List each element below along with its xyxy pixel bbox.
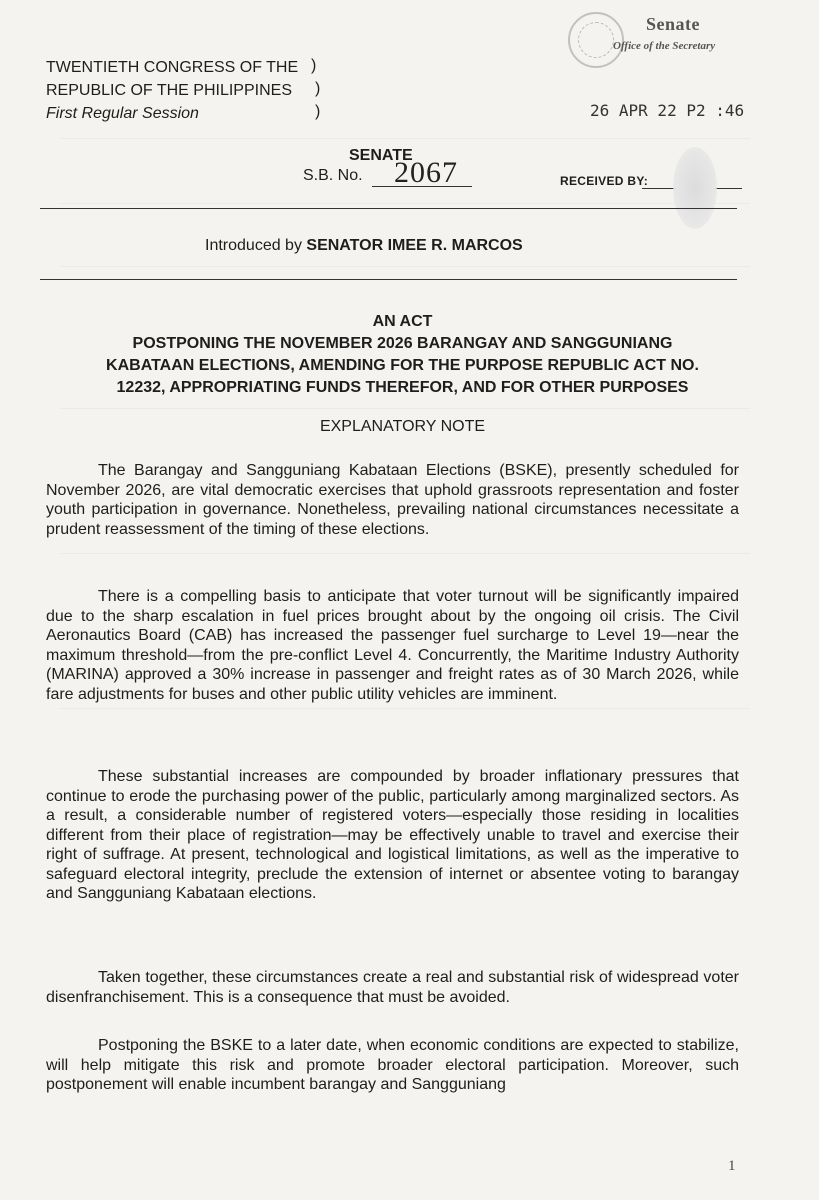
sb-label: S.B. No. xyxy=(303,167,363,184)
show-through-line xyxy=(60,130,750,139)
explanatory-note-heading: EXPLANATORY NOTE xyxy=(319,418,486,435)
redacted-signature xyxy=(673,147,717,229)
show-through-line xyxy=(60,545,750,554)
senator-name: SENATOR IMEE R. MARCOS xyxy=(306,237,523,254)
session-line: First Regular Session xyxy=(46,105,199,122)
paren: ) xyxy=(315,80,321,97)
show-through-line xyxy=(60,400,750,409)
sb-number: 2067 xyxy=(394,156,458,189)
paragraph: These substantial increases are compounded by broader inflationary pressures that continue to erode the purchasing power of the public, particularly among marginalized sectors. As a result, a considerable number of registered voters—especially those residing in localities different from their place of registration—may be effectively unable to travel and exercise their right of suffrage. At present, technological and logistical limitations, as well as the imperative to safeguard electoral integrity, preclude the extension of internet or absentee voting to barangay and Sangguniang Kabataan elections. xyxy=(46,768,739,902)
act-title-line: POSTPONING THE NOVEMBER 2026 BARANGAY AND SANGGUNIANG xyxy=(132,335,673,352)
congress-line-1: TWENTIETH CONGRESS OF THE xyxy=(46,59,299,76)
paragraph: The Barangay and Sangguniang Kabataan Elections (BSKE), presently scheduled for November 2026, are vital democratic exercises that uphold grassroots representation and foster youth participation in governance. Nonetheless, prevailing national circumstances necessitate a prudent reassessment of the timing of these elections. xyxy=(46,462,739,538)
congress-header xyxy=(46,56,298,125)
divider xyxy=(40,279,737,280)
paren: ) xyxy=(311,57,317,74)
paragraph: Postponing the BSKE to a later date, when economic conditions are expected to stabilize, will help mitigate this risk and promote broader electoral participation. Moreover, such postponement will enable incumbent barangay and Sangguniang xyxy=(46,1037,739,1093)
paragraph: There is a compelling basis to anticipate that voter turnout will be significantly impaired due to the sharp escalation in fuel prices brought about by the ongoing oil crisis. The Civil Aeronautics Board (CAB) has increased the passenger fuel surcharge to Level 19—near the maximum threshold—from the pre-conflict Level 4. Concurrently, the Maritime Industry Authority (MARINA) approved a 30% increase in passenger and freight rates as of 30 March 2026, while fare adjustments for buses and other public utility vehicles are imminent. xyxy=(46,588,739,703)
divider xyxy=(40,208,737,209)
act-title-line: 12232, APPROPRIATING FUNDS THEREFOR, AND FOR OTHER PURPOSES xyxy=(116,379,689,396)
received-by-label: RECEIVED BY: xyxy=(560,174,649,188)
stamp-office: Office of the Secretary xyxy=(613,40,716,52)
stamp-senate: Senate xyxy=(646,14,700,34)
page-number: 1 xyxy=(728,1158,736,1174)
paren: ) xyxy=(315,103,321,120)
show-through-line xyxy=(60,258,750,267)
act-title-line: AN ACT xyxy=(372,313,433,330)
introduced-by xyxy=(205,237,523,255)
stamp-date-time: 26 APR 22 P2 :46 xyxy=(590,101,745,120)
congress-line-2: REPUBLIC OF THE PHILIPPINES xyxy=(46,82,292,99)
act-title xyxy=(46,311,759,399)
introduced-prefix: Introduced by xyxy=(205,237,307,254)
show-through-line xyxy=(60,195,750,204)
chamber-title: SENATE xyxy=(349,147,413,164)
act-title-line: KABATAAN ELECTIONS, AMENDING FOR THE PURPOSE REPUBLIC ACT NO. xyxy=(106,357,699,374)
sb-underline xyxy=(372,186,472,187)
paragraph: Taken together, these circumstances create a real and substantial risk of widespread voter disenfranchisement. This is a consequence that must be avoided. xyxy=(46,969,739,1006)
